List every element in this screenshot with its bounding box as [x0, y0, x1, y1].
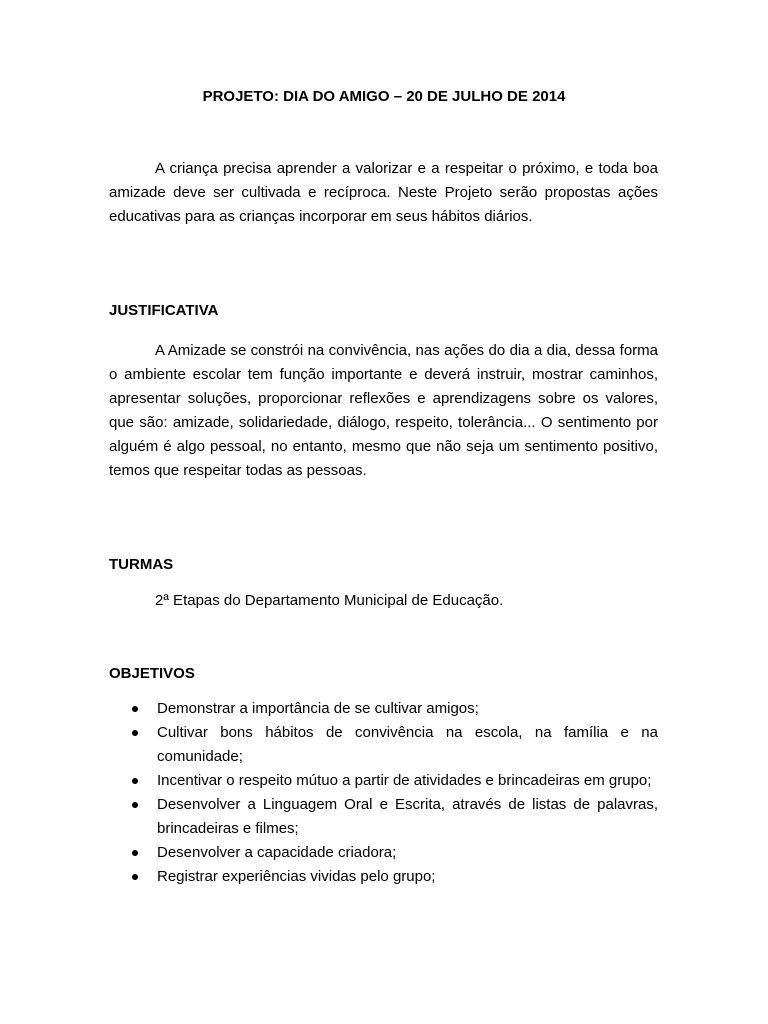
objetivo-text: Desenvolver a capacidade criadora;: [157, 844, 397, 861]
objetivo-item: [109, 793, 658, 841]
objetivo-text: Cultivar bons hábitos de convivência na escola, na família e na comunidade;: [157, 724, 658, 765]
objetivo-text: Incentivar o respeito mútuo a partir de atividades e brincadeiras em grupo;: [157, 772, 652, 789]
bullet-icon: [132, 850, 138, 856]
turmas-heading: TURMAS: [109, 556, 174, 573]
turmas-text: 2ª Etapas do Departamento Municipal de Educação.: [155, 592, 504, 609]
objetivo-item: [109, 865, 658, 889]
objetivo-item: [109, 697, 658, 721]
objetivo-text: Desenvolver a Linguagem Oral e Escrita, através de listas de palavras, brincadeiras e filmes;: [157, 796, 658, 837]
objetivos-list: [109, 697, 658, 889]
objetivo-item: [109, 721, 658, 769]
objetivos-heading: OBJETIVOS: [109, 665, 195, 682]
justificativa-heading: JUSTIFICATIVA: [109, 302, 219, 319]
bullet-icon: [132, 874, 138, 880]
bullet-icon: [132, 802, 138, 808]
document-title: PROJETO: DIA DO AMIGO – 20 DE JULHO DE 2014: [202, 88, 566, 105]
intro-paragraph: A criança precisa aprender a valorizar e a respeitar o próximo, e toda boa amizade deve ser cultivada e recíproca. Neste Projeto serão propostas ações educativas para as crianças incorporar em seus hábitos diários.: [109, 160, 658, 225]
bullet-icon: [132, 730, 138, 736]
objetivo-text: Registrar experiências vividas pelo grupo;: [157, 868, 436, 885]
justificativa-paragraph: A Amizade se constrói na convivência, nas ações do dia a dia, dessa forma o ambiente escolar tem função importante e deverá instruir, mostrar caminhos, apresentar soluções, proporcionar reflexões e aprendizagens sobre os valores, que são: amizade, solidariedade, diálogo, respeito, tolerância... O sentimento por alguém é algo pessoal, no entanto, mesmo que não seja um sentimento positivo, temos que respeitar todas as pessoas.: [109, 342, 658, 479]
bullet-icon: [132, 778, 138, 784]
bullet-icon: [132, 706, 138, 712]
objetivo-text: Demonstrar a importância de se cultivar amigos;: [157, 700, 479, 717]
objetivo-item: [109, 841, 658, 865]
objetivo-item: [109, 769, 658, 793]
